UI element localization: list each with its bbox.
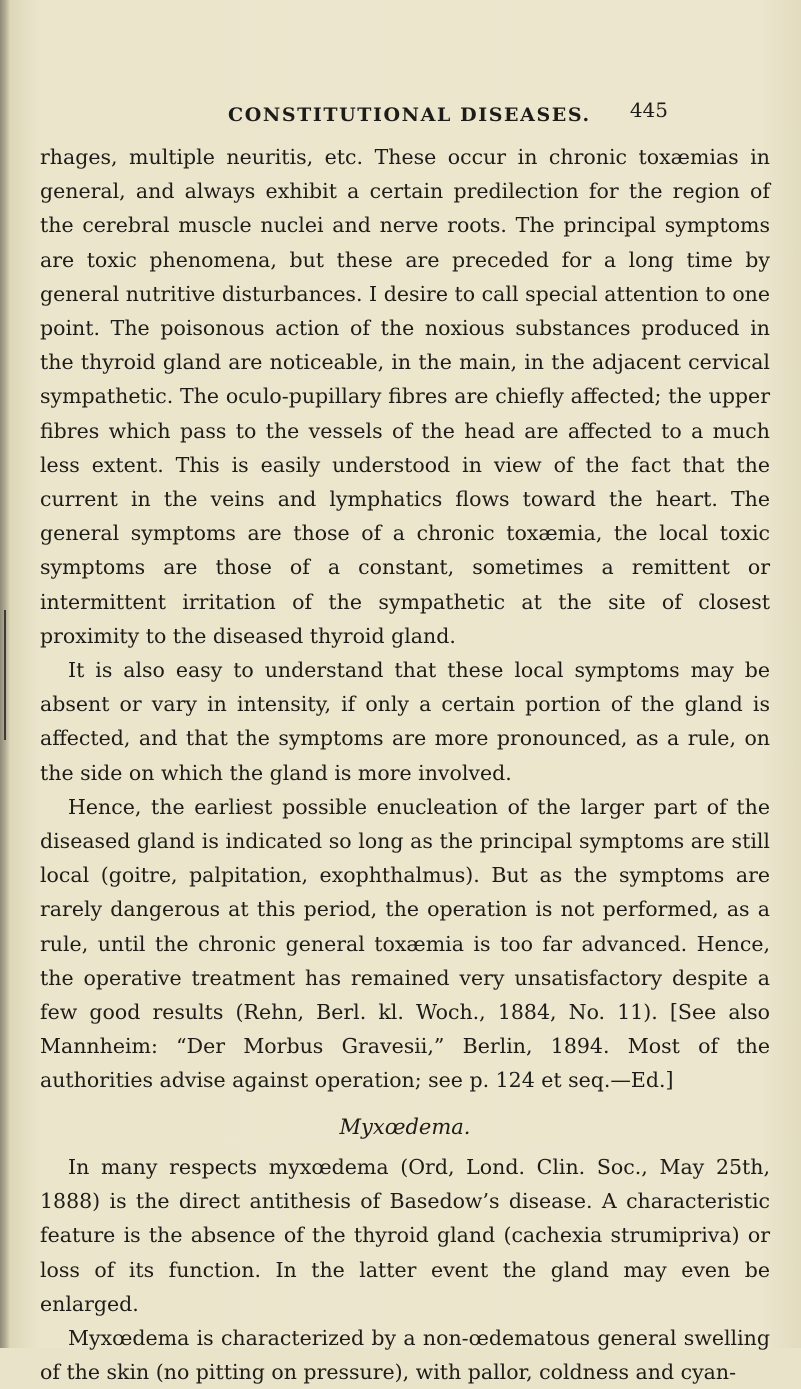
page-number: 445: [629, 98, 668, 122]
paragraph-myxoedema-characterized: Myxœdema is characterized by a non-œdematous general swelling of the skin (no pitting on pressure), with pallor, coldness and cyan-: [40, 1325, 770, 1385]
paragraph-enucleation: Hence, the earliest possible enucleation of the larger part of the diseased gland is indicated so long as the principal symptoms are still local (goitre, palpitation, exophthalmus). But as the symptoms are rarely dangerous at this period, the operation is not performed, as a rule, until the chronic general toxæmia is too far advanced. Hence, the operative treatment has remained very unsatisfactory despite a few good results (Rehn, Berl. kl. Woch., 1884, No. 11). [See also Mannheim: “Der Morbus Gravesii,” Berlin, 1894. Most of the authorities advise against operation; see p. 124 et seq.—Ed.]: [40, 794, 770, 1093]
running-head: CONSTITUTIONAL DISEASES.: [228, 104, 591, 126]
page-header: [228, 98, 668, 130]
page-body: [40, 140, 770, 1389]
paragraph-continuation: rhages, multiple neuritis, etc. These occur in chronic toxæmias in general, and always exhibit a certain predilection for the region of the cerebral muscle nuclei and nerve roots. The principal symptoms are toxic phenomena, but these are preceded for a long time by general nutritive disturbances. I desire to call special attention to one point. The poisonous action of the noxious substances produced in the thyroid gland are noticeable, in the main, in the adjacent cervical sympathetic. The oculo-pupillary fibres are chiefly affected; the upper fibres which pass to the vessels of the head are affected to a much less extent. This is easily understood in view of the fact that the current in the veins and lymphatics flows toward the heart. The general symptoms are those of a chronic toxæmia, the local toxic symptoms are those of a constant, sometimes a remittent or intermittent irritation of the sympathetic at the site of closest proximity to the diseased thyroid gland.: [40, 145, 770, 648]
margin-mark: [4, 610, 6, 740]
paragraph-myxoedema-intro: In many respects myxœdema (Ord, Lond. Clin. Soc., May 25th, 1888) is the direct antithesis of Basedow’s disease. A characteristic feature is the absence of the thyroid gland (cachexia strumipriva) or loss of its function. In the latter event the gland may even be enlarged.: [40, 1154, 770, 1316]
section-title: Myxœdema.: [339, 1114, 471, 1139]
paragraph-local-symptoms: It is also easy to understand that these local symptoms may be absent or vary in intensity, if only a certain portion of the gland is affected, and that the symptoms are more pronounced, as a rule, on the side on which the gland is more involved.: [40, 658, 770, 785]
